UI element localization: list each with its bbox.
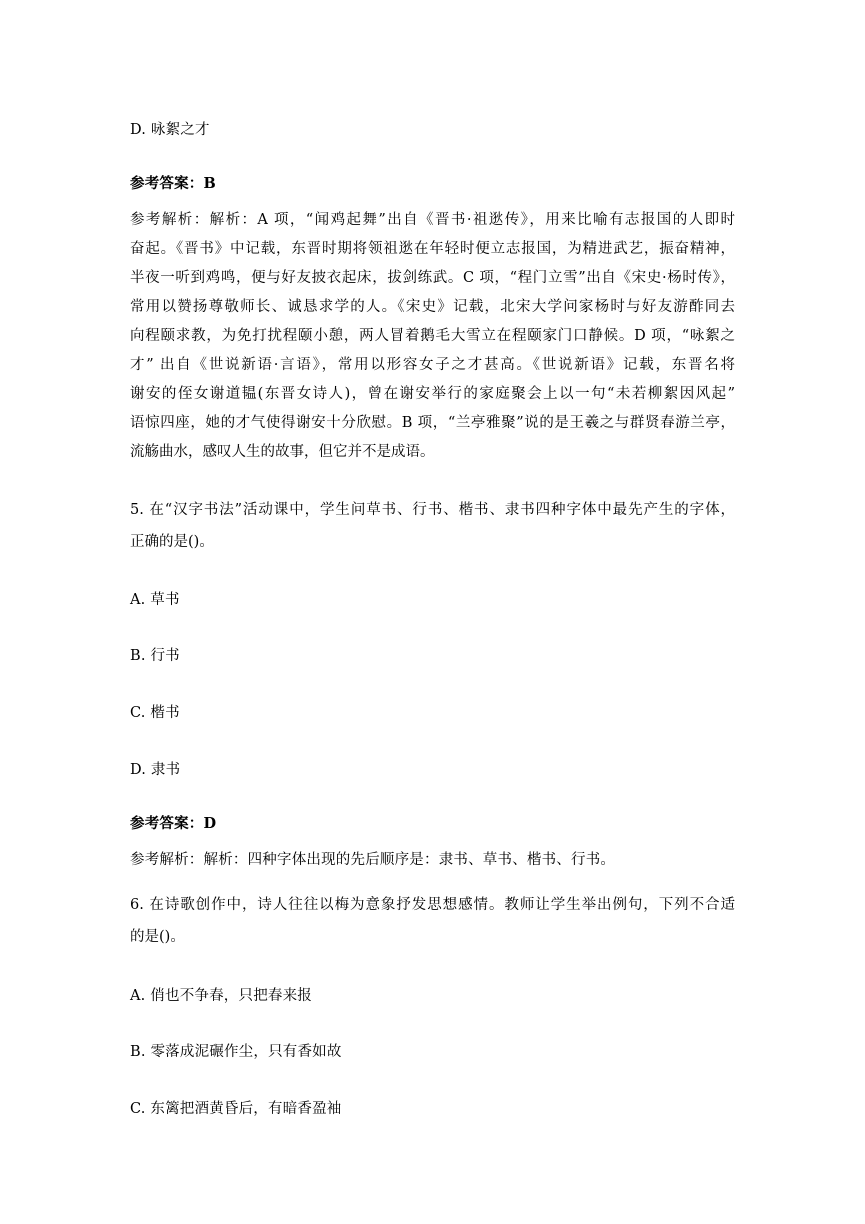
q6-stem-line: 6. 在诗歌创作中，诗人往往以梅为意象抒发思想感情。教师让学生举出例句，下列不合适 (130, 897, 735, 913)
q4-analysis-line: 奋起。《晋书》中记载，东晋时期将领祖逖在年轻时便立志报国，为精进武艺，振奋精神， (130, 241, 735, 257)
q5-analysis: 参考解析：解析：四种字体出现的先后顺序是：隶书、草书、楷书、行书。 (130, 852, 616, 868)
q5-option-b: B. 行书 (130, 648, 180, 664)
q6-stem (130, 889, 735, 953)
q5-option-c: C. 楷书 (130, 705, 180, 721)
q5-option-a: A. 草书 (130, 592, 180, 608)
q5-stem-line: 5. 在“汉字书法”活动课中，学生问草书、行书、楷书、隶书四种字体中最先产生的字体， (130, 502, 735, 518)
q5-option-d: D. 隶书 (130, 762, 181, 778)
q4-analysis-line: 半夜一听到鸡鸣，便与好友披衣起床，拔剑练武。C 项，“程门立雪”出自《宋史·杨时传》， (130, 270, 735, 286)
q4-answer: 参考答案：B (130, 175, 216, 192)
q5-stem (130, 494, 735, 558)
q4-analysis-line: 谢安的侄女谢道韫(东晋女诗人)，曾在谢安举行的家庭聚会上以一句“未若柳絮因风起” (130, 386, 735, 402)
q4-analysis-line: 才” 出自《世说新语·言语》，常用以形容女子之才甚高。《世说新语》记载，东晋名将 (130, 357, 735, 373)
q5-stem-line: 正确的是()。 (130, 534, 214, 550)
q4-analysis (130, 206, 735, 467)
q6-option-b: B. 零落成泥碾作尘，只有香如故 (130, 1044, 342, 1060)
q4-analysis-line: 语惊四座，她的才气使得谢安十分欣慰。B 项，“兰亭雅聚”说的是王羲之与群贤春游兰亭， (130, 415, 735, 431)
q4-option-d: D. 咏絮之才 (130, 122, 210, 138)
q6-option-a: A. 俏也不争春，只把春来报 (130, 988, 312, 1004)
q5-answer: 参考答案：D (130, 815, 217, 832)
q4-analysis-line: 向程颐求教，为免打扰程颐小憩，两人冒着鹅毛大雪立在程颐家门口静候。D 项，“咏絮之 (130, 328, 735, 344)
q4-analysis-line: 流觞曲水，感叹人生的故事，但它并不是成语。 (130, 444, 435, 460)
q4-analysis-line: 常用以赞扬尊敬师长、诚恳求学的人。《宋史》记载，北宋大学问家杨时与好友游酢同去 (130, 299, 735, 315)
q6-option-c: C. 东篱把酒黄昏后，有暗香盈袖 (130, 1101, 342, 1117)
q6-stem-line: 的是()。 (130, 929, 185, 945)
q4-analysis-line: 参考解析：解析：A 项，“闻鸡起舞”出自《晋书·祖逖传》，用来比喻有志报国的人即时 (130, 212, 735, 228)
